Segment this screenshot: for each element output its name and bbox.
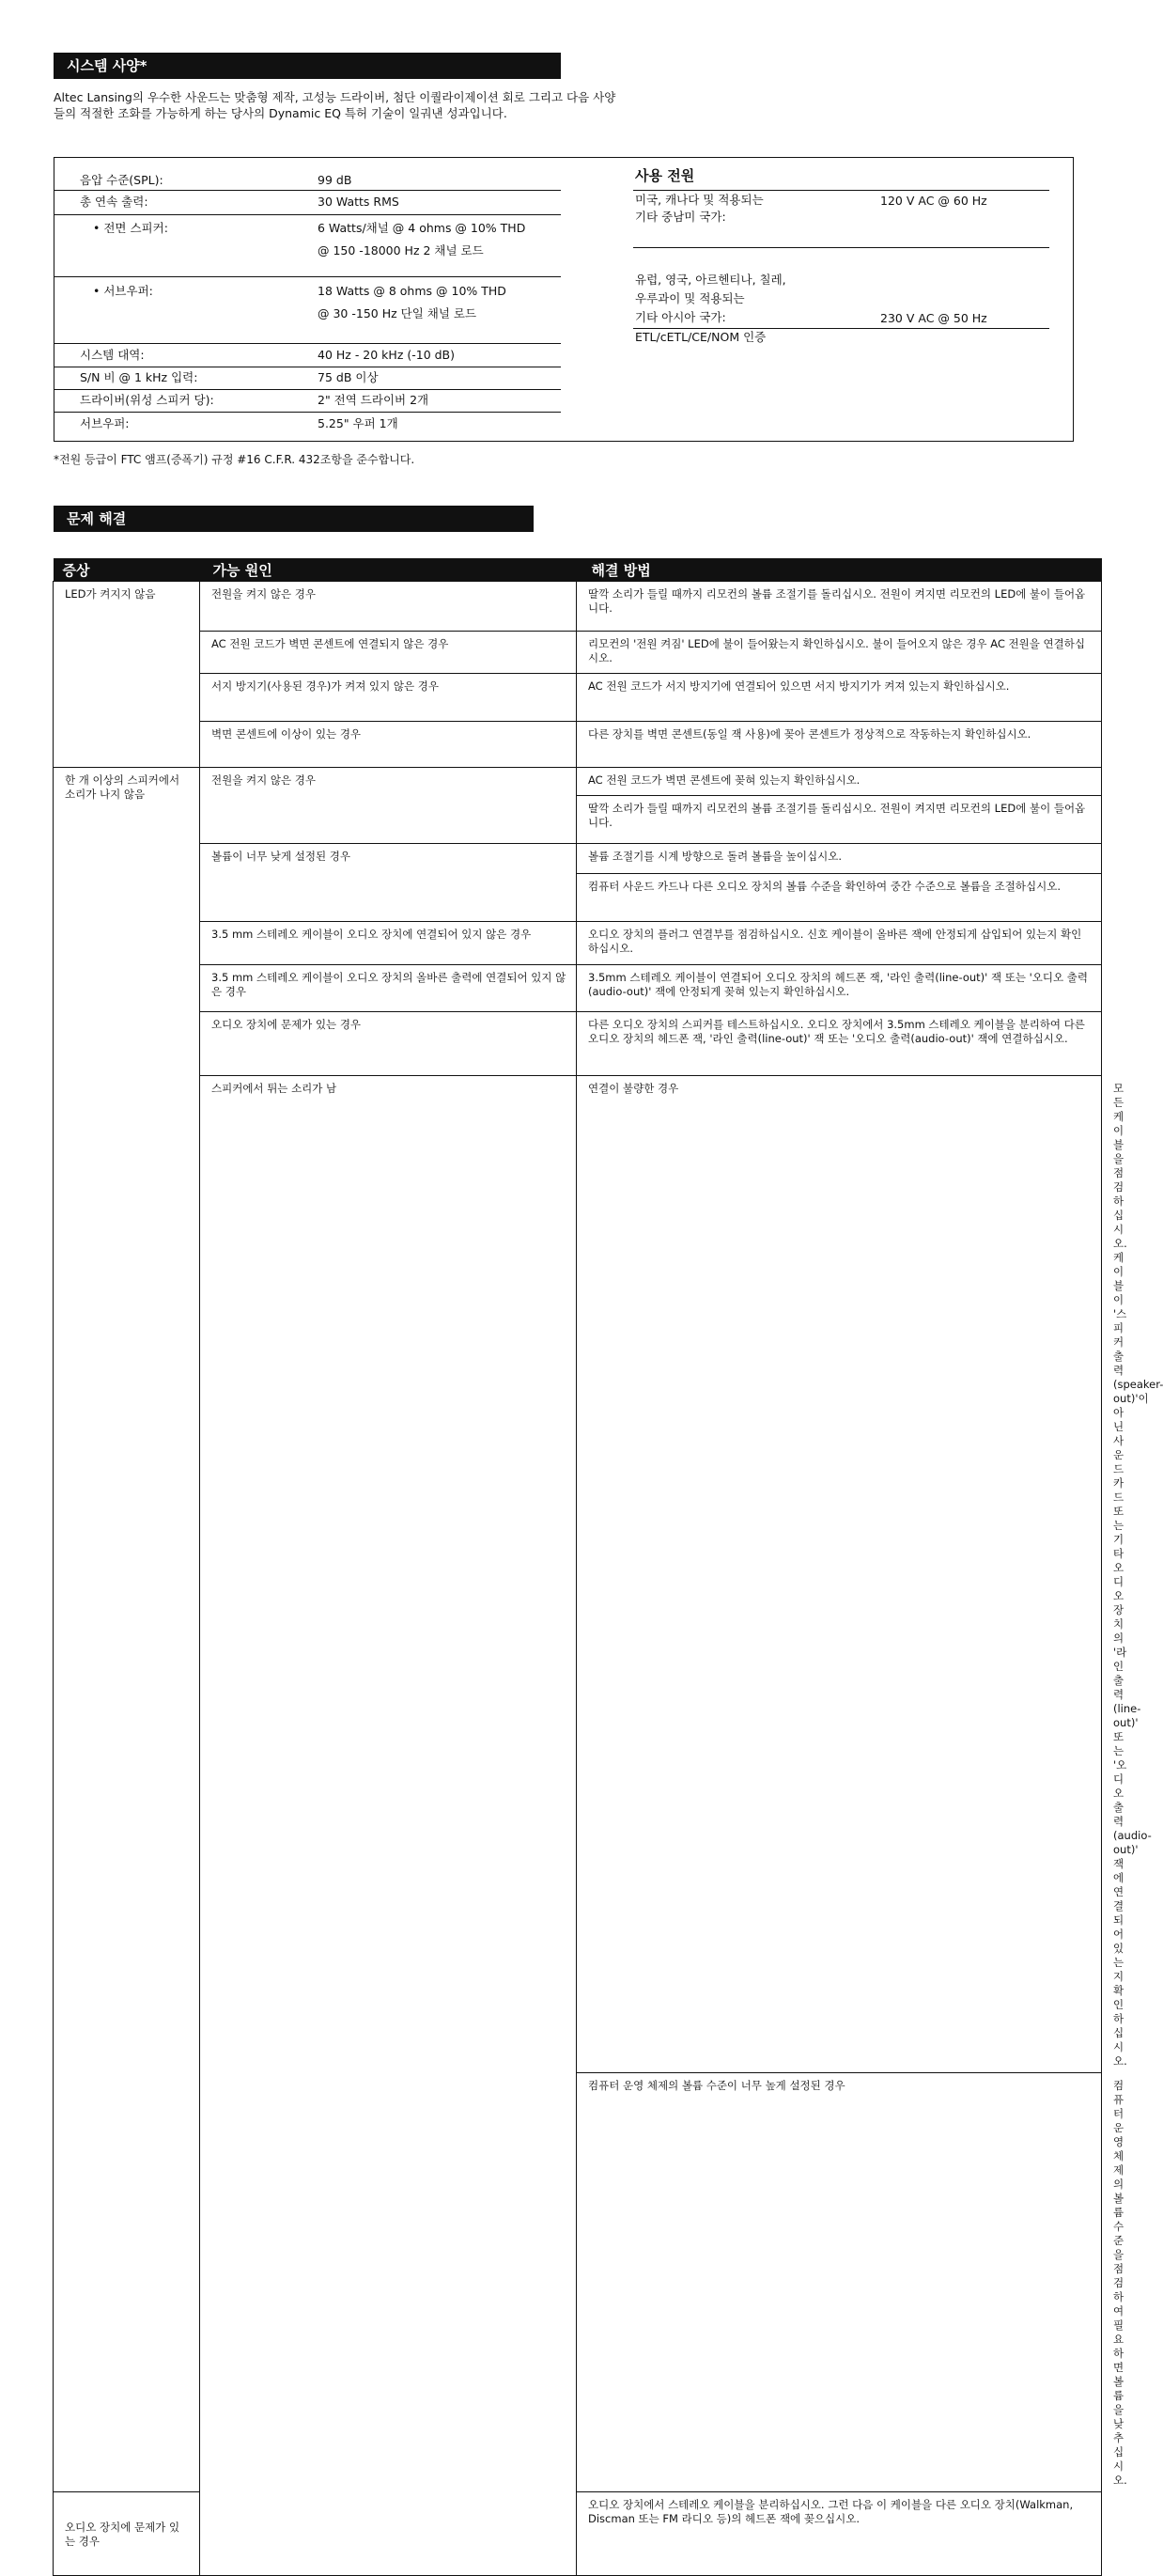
spec-label: 서브우퍼: xyxy=(80,416,130,430)
cause-cell: 오디오 장치에 문제가 있는 경우 xyxy=(200,1012,577,1076)
troubleshooting-title: 문제 해결 xyxy=(54,506,534,532)
solution-cell: 딸깍 소리가 들릴 때까지 리모컨의 볼륨 조절기를 돌리십시오. 전원이 켜지면 리모컨의 LED에 불이 들어옵니다. xyxy=(577,582,1102,632)
table-row xyxy=(54,674,1102,722)
spec-value: 30 Watts RMS xyxy=(318,195,399,209)
spec-value: 2" 전역 드라이버 2개 xyxy=(318,393,429,407)
cause-cell: 연결이 불량한 경우 xyxy=(577,1076,1102,2073)
specs-title: 시스템 사양* xyxy=(54,53,561,79)
table-row xyxy=(54,768,1102,796)
power-value-us: 120 V AC @ 60 Hz xyxy=(880,194,987,208)
specs-footnote: *전원 등급이 FTC 앰프(증폭기) 규정 #16 C.F.R. 432조항을 준수합니다. xyxy=(54,453,415,466)
power-region-us: 미국, 캐나다 및 적용되는 기타 중남미 국가: xyxy=(635,193,764,224)
cause-cell: 3.5 mm 스테레오 케이블이 오디오 장치의 올바른 출력에 연결되어 있지 않은 경우 xyxy=(200,965,577,1012)
power-value-eu: 230 V AC @ 50 Hz xyxy=(880,311,987,325)
header-cause: 가능 원인 xyxy=(200,558,577,582)
specs-intro: Altec Lansing의 우수한 사운드는 맞춤형 제작, 고성능 드라이버, 첨단 이퀄라이제이션 회로 그리고 다음 사양들의 적절한 조화를 가능하게 하는 당사의 Dynamic EQ 특허 기술이 일궈낸 성과입니다. xyxy=(54,90,616,120)
solution-cell: 컴퓨터 사운드 카드나 다른 오디오 장치의 볼륨 수준을 확인하여 중간 수준으로 볼륨을 조절하십시오. xyxy=(577,874,1102,922)
table-row xyxy=(54,844,1102,874)
table-row: 컴퓨터 운영 체제의 볼륨 수준이 너무 높게 설정된 경우 컴퓨터 운영 체제의 볼륨 수준을 점검하여 필요하면 볼륨을 낮추십시오. xyxy=(54,2073,1102,2492)
cause-cell: 오디오 장치에 문제가 있는 경우 xyxy=(54,2492,200,2576)
spec-label: S/N 비 @ 1 kHz 입력: xyxy=(80,370,198,384)
solution-cell: 볼륨 조절기를 시계 방향으로 돌려 볼륨을 높이십시오. xyxy=(577,844,1102,874)
table-row xyxy=(54,632,1102,674)
cause-cell: 벽면 콘센트에 이상이 있는 경우 xyxy=(200,722,577,768)
spec-value: @ 150 -18000 Hz 2 채널 로드 xyxy=(318,243,484,258)
spec-value: 40 Hz - 20 kHz (-10 dB) xyxy=(318,348,456,362)
symptom-cell: 한 개 이상의 스피커에서 소리가 나지 않음 xyxy=(54,768,200,2492)
cause-cell: 전원을 켜지 않은 경우 xyxy=(200,768,577,844)
solution-cell: AC 전원 코드가 서지 방지기에 연결되어 있으면 서지 방지기가 켜져 있는지 확인하십시오. xyxy=(577,674,1102,722)
cause-cell: AC 전원 코드가 벽면 콘센트에 연결되지 않은 경우 xyxy=(200,632,577,674)
cause-cell: 컴퓨터 운영 체제의 볼륨 수준이 너무 높게 설정된 경우 xyxy=(577,2073,1102,2492)
spec-label: • 서브우퍼: xyxy=(93,284,153,298)
header-solution: 해결 방법 xyxy=(577,558,1102,582)
solution-cell: 리모컨의 '전원 켜짐' LED에 불이 들어왔는지 확인하십시오. 불이 들어오지 않은 경우 AC 전원을 연결하십시오. xyxy=(577,632,1102,674)
divider xyxy=(54,276,561,277)
spec-label: • 전면 스피커: xyxy=(93,221,168,235)
cause-cell: 3.5 mm 스테레오 케이블이 오디오 장치에 연결되어 있지 않은 경우 xyxy=(200,922,577,965)
symptom-cell: 스피커에서 튀는 소리가 남 xyxy=(200,1076,577,2576)
spec-value: 5.25" 우퍼 1개 xyxy=(318,416,398,430)
spec-value: 99 dB xyxy=(318,173,352,187)
divider xyxy=(54,412,561,413)
solution-cell: 다른 장치를 벽면 콘센트(동일 잭 사용)에 꽂아 콘센트가 정상적으로 작동하는지 확인하십시오. xyxy=(577,722,1102,768)
solution-cell: 딸깍 소리가 들릴 때까지 리모컨의 볼륨 조절기를 돌리십시오. 전원이 켜지면 리모컨의 LED에 불이 들어옵니다. xyxy=(577,796,1102,844)
solution-cell: AC 전원 코드가 벽면 콘센트에 꽂혀 있는지 확인하십시오. xyxy=(577,768,1102,796)
solution-cell: 다른 오디오 장치의 스피커를 테스트하십시오. 오디오 장치에서 3.5mm 스테레오 케이블을 분리하여 다른 오디오 장치의 헤드폰 잭, '라인 출력(line-out)' 잭 또는 '오디오 출력(audio-out)' 잭에 연결하십시오. xyxy=(577,1012,1102,1076)
spec-value: 6 Watts/채널 @ 4 ohms @ 10% THD xyxy=(318,221,526,235)
spec-value: 18 Watts @ 8 ohms @ 10% THD xyxy=(318,284,506,298)
solution-cell: 오디오 장치에서 스테레오 케이블을 분리하십시오. 그런 다음 이 케이블을 다른 오디오 장치(Walkman, Discman 또는 FM 라디오 등)의 헤드폰 잭에 꽂으십시오. xyxy=(577,2492,1102,2576)
table-row xyxy=(54,1012,1102,1076)
troubleshooting-table xyxy=(53,558,1163,2576)
cause-cell: 전원을 켜지 않은 경우 xyxy=(200,582,577,632)
divider xyxy=(54,214,561,215)
solution-cell: 오디오 장치의 플러그 연결부를 점검하십시오. 신호 케이블이 올바른 잭에 안정되게 삽입되어 있는지 확인하십시오. xyxy=(577,922,1102,965)
header-symptom: 증상 xyxy=(54,558,200,582)
spec-label: 총 연속 출력: xyxy=(80,195,148,209)
spec-label: 음압 수준(SPL): xyxy=(80,173,163,187)
spec-value: 75 dB 이상 xyxy=(318,370,379,384)
solution-cell: 3.5mm 스테레오 케이블이 연결되어 오디오 장치의 헤드폰 잭, '라인 출력(line-out)' 잭 또는 '오디오 출력(audio-out)' 잭에 안정되게 꽂혀 있는지 확인하십시오. xyxy=(577,965,1102,1012)
cause-cell: 서지 방지기(사용된 경우)가 켜져 있지 않은 경우 xyxy=(200,674,577,722)
cause-cell: 볼륨이 너무 낮게 설정된 경우 xyxy=(200,844,577,922)
symptom-cell: LED가 켜지지 않음 xyxy=(54,582,200,768)
spec-label: 드라이버(위성 스피커 당): xyxy=(80,393,214,407)
table-row xyxy=(54,722,1102,768)
spec-label: 시스템 대역: xyxy=(80,348,145,362)
divider xyxy=(633,247,1049,248)
spec-value: @ 30 -150 Hz 단일 채널 로드 xyxy=(318,306,477,320)
table-row xyxy=(54,922,1102,965)
table-row xyxy=(54,965,1102,1012)
table-row xyxy=(54,582,1102,632)
power-cert: ETL/cETL/CE/NOM 인증 xyxy=(635,330,767,344)
table-row: 스피커에서 튀는 소리가 남 연결이 불량한 경우 모든 케이블을 점검하십시오. 케이블이 '스피커 출력(speaker-out)'이 아닌 사운드 카드 또는 기타 오디오 장치의 '라인 출력(line-out)' 또는 '오디오 출력(audio-out)' 잭에 연결되어 있는지 확인하십시오. xyxy=(54,1076,1102,2073)
power-title: 사용 전원 xyxy=(635,167,695,184)
power-region-eu: 유럽, 영국, 아르헨티나, 칠레, 우루과이 및 적용되는 기타 아시아 국가: xyxy=(635,273,786,324)
